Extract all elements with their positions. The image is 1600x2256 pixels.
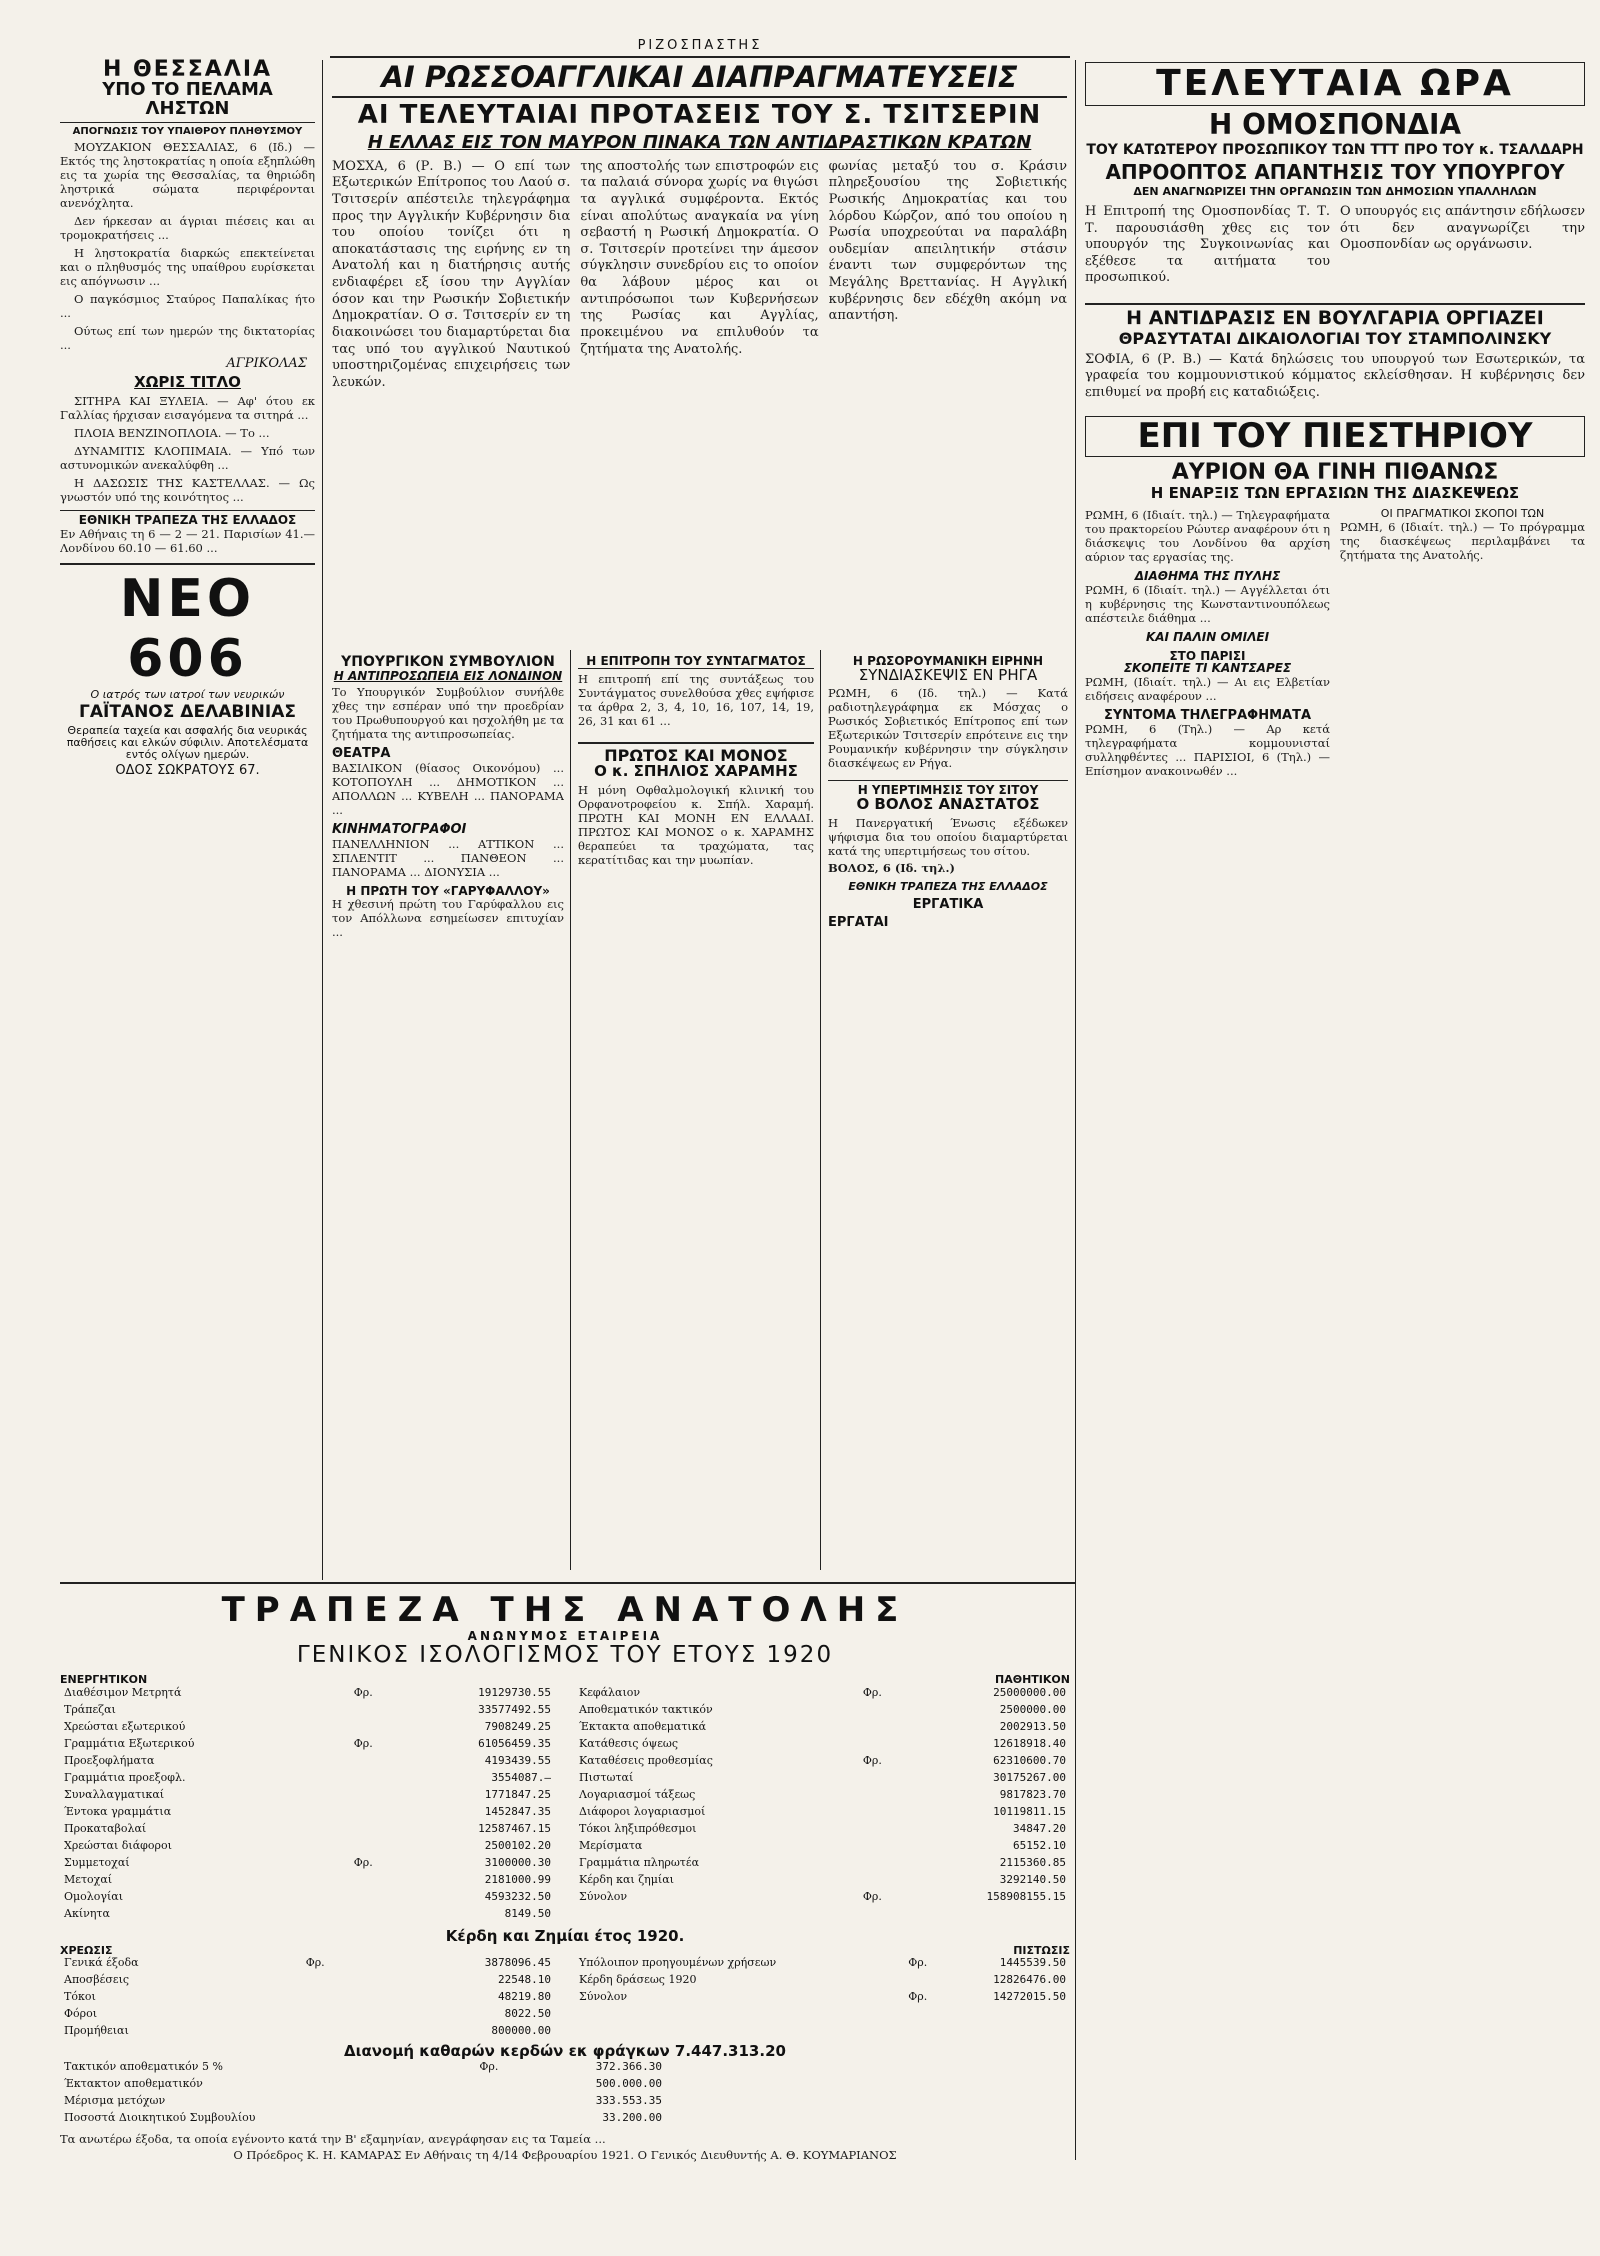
ledger-amount: 2181000.99 — [484, 1873, 551, 1887]
ledger-currency — [302, 1973, 338, 1990]
balance-footer: Τα ανωτέρω έξοδα, τα οποία εγένοντο κατά την Β' εξαμηνίαν, ανεγράφησαν εις τα Ταμεία ... — [60, 2131, 606, 2146]
press-columns — [1085, 508, 1585, 778]
ledger-label: Μετοχαί — [64, 1873, 113, 1887]
bank-title: ΕΘΝΙΚΗ ΤΡΑΠΕΖΑ ΤΗΣ ΕΛΛΑΔΟΣ — [60, 510, 315, 527]
ledger-row — [60, 1686, 555, 1703]
ledger-amount: 333.553.35 — [595, 2093, 662, 2107]
paragraph: Η ΔΑΣΩΣΙΣ ΤΗΣ ΚΑΣΤΕΛΛΑΣ. — Ως γνωστόν υπό της κοινότητος ... — [60, 475, 315, 504]
debit-title: ΧΡΕΩΣΙΣ — [60, 1943, 113, 1957]
cinemas-text: ΠΑΝΕΛΛΗΝΙΟΝ ... ΑΤΤΙΚΟΝ ... ΣΠΛΕΝΤΙΤ ... ΠΑΝΘΕΟΝ ... ΠΑΝΟΡΑΜΑ ... ΔΙΟΝΥΣΙΑ ... — [332, 836, 564, 879]
ledger-amount: 48219.80 — [498, 1990, 551, 2004]
garyfallo-title: Η ΠΡΩΤΗ ΤΟΥ «ΓΑΡΥΦΑΛΛΟΥ» — [346, 883, 550, 898]
ledger-row — [575, 1686, 1070, 1703]
thessalia-article — [60, 140, 315, 352]
bulgaria-text: ΣΟΦΙΑ, 6 (Ρ. Β.) — Κατά δηλώσεις του υπουργού των Εσωτερικών, τα γραφεία του κομμουνιστικού κόμματος εκλείσθησαν. Η κυβέρνησις δεν επιθυμεί να προβή εις καταδιώξεις. — [1085, 351, 1585, 401]
ledger-label: Προμήθειαι — [64, 2024, 129, 2038]
bank-title: ΕΘΝΙΚΗ ΤΡΑΠΕΖΑ ΤΗΣ ΕΛΛΑΔΟΣ — [848, 879, 1048, 893]
theatres-text: ΒΑΣΙΛΙΚΟΝ (θίασος Οικονόμου) ... ΚΟΤΟΠΟΥΛΗ ... ΔΗΜΟΤΙΚΟΝ ... ΑΠΟΛΛΩΝ ... ΚΥΒΕΛΗ ... ΠΑΝΟΡΑΜΑ ... — [332, 760, 564, 818]
ledger-amount: 2115360.85 — [999, 1856, 1066, 1870]
bank-rates: Εν Αθήναις τη 6 — 2 — 21. Παρισίων 41.— Λονδίνου 60.10 — 61.60 ... — [60, 526, 315, 555]
ledger-amount: 33.200.00 — [602, 2110, 662, 2124]
paragraph: Δεν ήρκεσαν αι άγριαι πιέσεις και αι τρομοκρατήσεις ... — [60, 213, 315, 242]
federation-subtitle: ΤΟΥ ΚΑΤΩΤΕΡΟΥ ΠΡΟΣΩΠΙΚΟΥ ΤΩΝ ΤΤΤ ΠΡΟ ΤΟΥ κ. ΤΣΑΛΔΑΡΗ — [1086, 142, 1584, 159]
ledger-currency — [859, 1839, 895, 1856]
ledger-currency — [859, 1805, 895, 1822]
gate-title: ΔΙΑΘΗΜΑ ΤΗΣ ΠΥΛΗΣ — [1134, 569, 1281, 584]
right-column — [1085, 62, 1585, 2162]
ledger-currency: Φρ. — [353, 1856, 373, 1870]
federation-title: Η ΟΜΟΣΠΟΝΔΙΑ — [1208, 107, 1462, 141]
ledger-amount: 372.366.30 — [595, 2059, 662, 2073]
ledger-row — [60, 1839, 555, 1856]
ledger-label: Γραμμάτια προεξοφλ. — [64, 1771, 186, 1785]
workers-title: ΕΡΓΑΤΑΙ — [828, 915, 889, 931]
ledger-amount: 22548.10 — [498, 1973, 551, 1987]
ledger-row — [60, 1973, 555, 1990]
last-hour-title: ΤΕΛΕΥΤΑΙΑ ΩΡΑ — [1085, 62, 1585, 106]
ledger-label: Τόκοι ληξιπρόθεσμοι — [579, 1822, 697, 1836]
ledger-row — [575, 1771, 1070, 1788]
ledger-amount: 19129730.55 — [478, 1686, 551, 1700]
masthead: ΡΙΖΟΣΠΑΣΤΗΣ — [330, 38, 1070, 58]
left-column — [60, 58, 315, 1578]
ledger-row — [575, 1703, 1070, 1720]
ledger-amount: 12826476.00 — [993, 1973, 1066, 1987]
ledger-amount: 34847.20 — [1013, 1822, 1066, 1836]
ledger-row — [60, 2007, 555, 2024]
peace-subtitle: ΣΥΝΔΙΑΣΚΕΨΙΣ ΕΝ ΡΗΓΑ — [858, 665, 1038, 684]
ledger-label: Φόροι — [64, 2007, 98, 2021]
ledger-row — [60, 1737, 555, 1754]
ad-name: ΓΑΪΤΑΝΟΣ ΔΕΛΑΒΙΝΙΑΣ — [79, 701, 296, 722]
ledger-amount: 8022.50 — [504, 2007, 551, 2021]
ledger-currency — [859, 1822, 895, 1839]
ad-text: Η μόνη Οφθαλμολογική κλινική του Ορφανοτροφείου κ. Σπήλ. Χαραμή. ΠΡΩΤΗ ΚΑΙ ΜΟΝΗ ΕΝ ΕΛΛΑΔΙ. ΠΡΩΤΟΣ ΚΑΙ ΜΟΝΟΣ ο κ. ΧΑΡΑΜΗΣ θεραπεύει τα τραχώματα, τας κερατίτιδας και την μυωπίαν. — [578, 783, 814, 868]
ledger-amount: 500.000.00 — [595, 2076, 662, 2090]
cabinet-title: ΥΠΟΥΡΓΙΚΟΝ ΣΥΜΒΟΥΛΙΟΝ — [341, 655, 555, 670]
ledger-currency — [859, 1771, 895, 1788]
ledger-row — [60, 1805, 555, 1822]
press-subtitle-2: Η ΕΝΑΡΞΙΣ ΤΩΝ ΕΡΓΑΣΙΩΝ ΤΗΣ ΔΙΑΣΚΕΨΕΩΣ — [1150, 484, 1520, 503]
ledger-row — [60, 1873, 555, 1890]
liabilities-title: ΠΑΘΗΤΙΚΟΝ — [995, 1673, 1070, 1687]
ledger-amount: 2500102.20 — [484, 1839, 551, 1853]
paris-subtitle: ΣΚΟΠΕΙΤΕ ΤΙ ΚΑΝΤΣΑΡΕΣ — [1123, 661, 1292, 676]
ledger-amount: 1445539.50 — [999, 1956, 1066, 1970]
ledger-amount: 2500000.00 — [999, 1703, 1066, 1717]
ledger-currency — [859, 1703, 895, 1720]
ledger-row — [60, 2024, 555, 2041]
labour-title: ΕΡΓΑΤΙΚΑ — [912, 897, 984, 913]
ledger-currency: Φρ. — [353, 1686, 373, 1700]
ledger-amount: 1771847.25 — [484, 1788, 551, 1802]
paragraph: ΣΙΤΗΡΑ ΚΑΙ ΞΥΛΕΙΑ. — Αφ' ότου εκ Γαλλίας ήρχισαν εισαγόμενα τα σιτηρά ... — [60, 393, 315, 422]
ledger-label: Κεφάλαιον — [579, 1686, 641, 1700]
ledger-currency: Φρ. — [353, 1737, 373, 1751]
ledger-row — [575, 1788, 1070, 1805]
ledger-currency — [350, 1754, 386, 1771]
ledger-currency — [350, 1788, 386, 1805]
pl-credit-table — [575, 1956, 1070, 2007]
cabinet-text: Το Υπουργικόν Συμβούλιον συνήλθε χθες την εσπέραν υπό την προεδρίαν του Πρωθυπουργού και ησχολήθη με τα ζητήματα της αντιπροσωπείας. — [332, 685, 564, 742]
ledger-currency: Φρ. — [862, 1890, 882, 1904]
ledger-row — [575, 1890, 1070, 1907]
ledger-amount: 3878096.45 — [484, 1956, 551, 1970]
peace-title: Η ΡΩΣΟΡΟΥΜΑΝΙΚΗ ΕΙΡΗΝΗ — [852, 655, 1044, 668]
ledger-label: Διαθέσιμον Μετρητά — [64, 1686, 182, 1700]
ad-address: ΟΔΟΣ ΣΩΚΡΑΤΟΥΣ 67. — [115, 762, 260, 778]
ledger-amount: 25000000.00 — [993, 1686, 1066, 1700]
balance-signatures: Ο Πρόεδρος Κ. Η. ΚΑΜΑΡΑΣ Εν Αθήναις τη 4/14 Φεβρουαρίου 1921. Ο Γενικός Διευθυντής Α. Θ. ΚΟΥΜΑΡΙΑΝΟΣ — [233, 2147, 897, 2162]
ledger-amount: 3100000.30 — [484, 1856, 551, 1870]
cinemas-title: ΚΙΝΗΜΑΤΟΓΡΑΦΟΙ — [332, 822, 467, 838]
ledger-label: Ομολογίαι — [64, 1890, 124, 1904]
xoris-title: ΧΩΡΙΣ ΤΙΤΛΟ — [134, 373, 241, 392]
balance-title: ΓΕΝΙΚΟΣ ΙΣΟΛΟΓΙΣΜΟΣ ΤΟΥ ΕΤΟΥΣ 1920 — [296, 1642, 834, 1669]
ledger-label: Τόκοι — [64, 1990, 96, 2004]
federation-text: Ο υπουργός εις απάντησιν εδήλωσεν ότι δεν αναγνωρίζει την Ομοσπονδίαν ως οργάνωσιν. — [1340, 203, 1585, 253]
ledger-label: Κατάθεσις όψεως — [579, 1737, 679, 1751]
bulgaria-title: Η ΑΝΤΙΔΡΑΣΙΣ ΕΝ ΒΟΥΛΓΑΡΙΑ ΟΡΓΙΑΖΕΙ — [1085, 303, 1585, 329]
federation-columns — [1085, 204, 1585, 287]
ledger-amount: 30175267.00 — [993, 1771, 1066, 1785]
ledger-row — [575, 1737, 1070, 1754]
ledger-row — [60, 1754, 555, 1771]
constitution-text: Η επιτροπή επί της συντάξεως του Συντάγματος συνελθούσα χθες εψήφισε τα άρθρα 2, 3, 4, 10, 16, 107, 14, 19, 26, 31 και 61 ... — [578, 671, 814, 728]
pl-columns — [60, 1945, 1070, 2042]
ledger-amount: 4193439.55 — [484, 1754, 551, 1768]
wheat-text: Η Πανεργατική Ένωσις εξέδωκεν ψήφισμα δια του οποίου διαμαρτύρεται κατά της υπερτιμήσεως του σίτου. — [828, 815, 1068, 858]
lead-story — [332, 62, 1067, 647]
ledger-amount: 61056459.35 — [478, 1737, 551, 1751]
short-telegrams-title: ΣΥΝΤΟΜΑ ΤΗΛΕΓΡΑΦΗΜΑΤΑ — [1103, 707, 1312, 723]
ledger-row — [575, 1873, 1070, 1890]
bulgaria-subtitle: ΘΡΑΣΥΤΑΤΑΙ ΔΙΚΑΙΟΛΟΓΙΑΙ ΤΟΥ ΣΤΑΜΠΟΛΙΝΣΚΥ — [1118, 329, 1552, 349]
ledger-row — [575, 1822, 1070, 1839]
ledger-row — [575, 1956, 1070, 1973]
ledger-label: Προεξοφλήματα — [64, 1754, 155, 1768]
ledger-label: Γραμμάτια Εξωτερικού — [64, 1737, 195, 1751]
assets-table — [60, 1686, 555, 1924]
ledger-currency: Φρ. — [862, 1686, 882, 1700]
ledger-row — [575, 1856, 1070, 1873]
liabilities-table — [575, 1686, 1070, 1907]
ledger-label: Ακίνητα — [64, 1907, 110, 1921]
ledger-amount: 65152.10 — [1013, 1839, 1066, 1853]
ledger-currency — [475, 2077, 511, 2094]
ledger-row — [575, 1990, 1070, 2007]
press-col-right — [1340, 508, 1585, 778]
ledger-row — [60, 1822, 555, 1839]
theatres-title: ΘΕΑΤΡΑ — [332, 746, 391, 762]
ledger-currency — [859, 1873, 895, 1890]
ledger-row — [575, 1973, 1070, 1990]
constitution-column — [578, 655, 814, 1575]
column-rule — [570, 650, 571, 1570]
ledger-row — [60, 1788, 555, 1805]
ledger-row — [60, 1856, 555, 1873]
ledger-amount: 2002913.50 — [999, 1720, 1066, 1734]
thessalia-subtitle: ΥΠΟ ΤΟ ΠΕΛΑΜΑ ΛΗΣΤΩΝ — [60, 81, 315, 123]
paragraph: ΔΥΝΑΜΙΤΙΣ ΚΛΟΠΙΜΑΙΑ. — Υπό των αστυνομικών ανεκαλύφθη ... — [60, 443, 315, 472]
lead-col: φωνίας μεταξύ του σ. Κράσιν πληρεξουσίου της Σοβιετικής Ρωσικής Δημοκρατίας και του λόρδου Κώρζον, από του οποίου η Ρωσία υποχρεούται να παραλάβη ουδεμίαν απειλητικήν στάσιν έναντι των συμφερόντων της Μεγάλης Βρεττανίας. Η Αγγλική κυβέρνησις δεν εδέχθη ακόμη να απαντήση. — [828, 158, 1067, 324]
ledger-label: Κέρδη δράσεως 1920 — [579, 1973, 697, 1987]
rumanian-column — [828, 655, 1068, 1575]
ledger-currency: Φρ. — [479, 2059, 499, 2073]
telegram: ΡΩΜΗ, 6 (Ιδιαίτ. τηλ.) — Το πρόγραμμα της διασκέψεως περιλαμβάνει τα ζητήματα της Ανατολής. — [1340, 519, 1585, 562]
ledger-amount: 12618918.40 — [993, 1737, 1066, 1751]
ledger-currency — [350, 1703, 386, 1720]
ledger-label: Αποσβέσεις — [64, 1973, 130, 1987]
ledger-row — [60, 1990, 555, 2007]
ledger-amount: 3554087.— — [491, 1771, 551, 1785]
ledger-label: Γραμμάτια πληρωτέα — [579, 1856, 700, 1870]
section-rule — [60, 1582, 1075, 1584]
ledger-currency — [350, 1873, 386, 1890]
bank-balance-sheet — [60, 1590, 1070, 2220]
ledger-amount: 1452847.35 — [484, 1805, 551, 1819]
ledger-row — [60, 1703, 555, 1720]
ledger-row — [575, 1720, 1070, 1737]
ledger-row — [60, 1720, 555, 1737]
ledger-amount: 33577492.55 — [478, 1703, 551, 1717]
ledger-currency — [350, 1822, 386, 1839]
ledger-amount: 62310600.70 — [993, 1754, 1066, 1768]
ledger-currency — [475, 2111, 511, 2128]
ledger-label: Έκτακτα αποθεματικά — [579, 1720, 707, 1734]
signature: ΑΓΡΙΚΟΛΑΣ — [226, 356, 307, 372]
ledger-row — [575, 1754, 1070, 1771]
cabinet-column — [332, 655, 564, 1575]
ledger-label: Συναλλαγματικαί — [64, 1788, 165, 1802]
pl-debit — [60, 1945, 555, 2042]
ledger-currency — [302, 2007, 338, 2024]
ledger-row — [60, 1956, 555, 1973]
ad-line: Θεραπεία ταχεία και ασφαλής δια νευρικάς παθήσεις και ελκών σύφιλιν. Αποτελέσματα εντός ολίγων ημερών. — [66, 723, 309, 761]
ad-line: Ο ιατρός των ιατροί των νευρικών — [90, 687, 285, 701]
ad-title: ΠΡΩΤΟΣ ΚΑΙ ΜΟΝΟΣ — [578, 742, 814, 765]
ledger-label: Έκτακτον αποθεματικόν — [64, 2076, 203, 2090]
ledger-currency: Φρ. — [908, 1956, 928, 1970]
lead-columns — [332, 159, 1067, 392]
ledger-label: Τακτικόν αποθεματικόν 5 % — [64, 2059, 223, 2073]
ledger-currency — [350, 1890, 386, 1907]
ledger-row — [60, 2094, 666, 2111]
press-title: ΕΠΙ ΤΟΥ ΠΙΕΣΤΗΡΙΟΥ — [1085, 416, 1585, 458]
ledger-label: Χρεώσται εξωτερικού — [64, 1720, 186, 1734]
paragraph: Ούτως επί των ημερών της δικτατορίας ... — [60, 324, 315, 353]
ad-606 — [60, 563, 315, 779]
ledger-amount: 9817823.70 — [999, 1788, 1066, 1802]
ledger-amount: 10119811.15 — [993, 1805, 1066, 1819]
ledger-currency — [904, 1973, 940, 1990]
cabinet-subtitle: Η ΑΝΤΙΠΡΟΣΩΠΕΙΑ ΕΙΣ ΛΟΝΔΙΝΟΝ — [333, 668, 563, 683]
column-rule — [322, 60, 323, 1580]
ledger-label: Γενικά έξοδα — [64, 1956, 139, 1970]
lead-subtitle-2: Η ΕΛΛΑΣ ΕΙΣ ΤΟΝ ΜΑΥΡΟΝ ΠΙΝΑΚΑ ΤΩΝ ΑΝΤΙΔΡΑΣΤΙΚΩΝ ΚΡΑΤΩΝ — [367, 131, 1032, 153]
ledger-amount: 3292140.50 — [999, 1873, 1066, 1887]
ledger-currency — [859, 1856, 895, 1873]
federation-kicker: ΔΕΝ ΑΝΑΓΝΩΡΙΖΕΙ ΤΗΝ ΟΡΓΑΝΩΣΙΝ ΤΩΝ ΔΗΜΟΣΙΩΝ ΥΠΑΛΛΗΛΩΝ — [1133, 184, 1537, 198]
ledger-currency — [859, 1720, 895, 1737]
ledger-currency — [302, 1990, 338, 2007]
press-subtitle: ΑΥΡΙΟΝ ΘΑ ΓΙΝΗ ΠΙΘΑΝΩΣ — [1171, 460, 1499, 486]
balance-columns — [60, 1674, 1070, 1924]
ledger-currency — [859, 1788, 895, 1805]
ledger-amount: 158908155.15 — [986, 1890, 1066, 1904]
column-rule — [820, 650, 821, 1570]
ledger-currency: Φρ. — [862, 1754, 882, 1768]
ledger-label: Σύνολον — [579, 1890, 628, 1904]
ledger-label: Συμμετοχαί — [64, 1856, 130, 1870]
federation-subtitle-2: ΑΠΡΟΟΠΤΟΣ ΑΠΑΝΤΗΣΙΣ ΤΟΥ ΥΠΟΥΡΓΟΥ — [1105, 159, 1565, 184]
ledger-label: Κέρδη και ζημίαι — [579, 1873, 674, 1887]
lead-col: ΜΟΣΧΑ, 6 (Ρ. Β.) — Ο επί των Εξωτερικών Επίτροπος του Λαού σ. Τσιτσερίν απέστειλε τηλεγράφημα προς την Αγγλικήν Κυβέρνησιν δια του οποίου τονίζει ότι η αποκατάστασις της ειρήνης εν τη Ανατολή και η διατήρησις αυτής ενδιαφέρει εξ ίσου την Αγγλίαν όσον και την Ρωσικήν Σοβιετικήν Δημοκρατίαν. Ο σ. Τσιτσερίν εν τη διακοινώσει του διαμαρτύρεται δια τας υπό του αγγλικού Ναυτικού υποστηριζομένας επιχειρήσεις των λευκών. — [332, 158, 571, 390]
ledger-label: Μερίσματα — [579, 1839, 643, 1853]
ledger-amount: 7908249.25 — [484, 1720, 551, 1734]
ledger-label: Διάφοροι λογαριασμοί — [579, 1805, 706, 1819]
ledger-label: Καταθέσεις προθεσμίας — [579, 1754, 713, 1768]
ledger-label: Λογαριασμοί τάξεως — [579, 1788, 696, 1802]
ledger-label: Σύνολον — [579, 1990, 628, 2004]
pl-credit — [575, 1945, 1070, 2042]
ledger-currency — [859, 1737, 895, 1754]
federation-text: Η Επιτροπή της Ομοσπονδίας Τ. Τ. Τ. παρουσιάσθη χθες εις τον υπουργόν της Συγκοινωνίας και εξέθεσε τα αιτήματα του προσωπικού. — [1085, 203, 1330, 286]
ledger-amount: 14272015.50 — [993, 1990, 1066, 2004]
telegram: ΡΩΜΗ, (Ιδιαίτ. τηλ.) — Αι εις Ελβετίαν ειδήσεις αναφέρουν ... — [1085, 674, 1330, 703]
ledger-amount: 800000.00 — [491, 2024, 551, 2038]
wheat-subtitle: Ο ΒΟΛΟΣ ΑΝΑΣΤΑΤΟΣ — [856, 795, 1040, 814]
ledger-row — [60, 2111, 666, 2128]
ledger-row — [60, 1771, 555, 1788]
ledger-currency — [350, 1839, 386, 1856]
ledger-row — [60, 1907, 555, 1924]
ledger-row — [575, 1839, 1070, 1856]
lead-title: ΑΙ ΡΩΣΣΟΑΓΓΛΙΚΑΙ ΔΙΑΠΡΑΓΜΑΤΕΥΣΕΙΣ — [332, 62, 1067, 98]
paris-title: ΣΤΟ ΠΑΡΙΣΙ — [1169, 648, 1246, 663]
paragraph: ΠΛΟΙΑ ΒΕΝΖΙΝΟΠΛΟΙΑ. — Το ... — [74, 425, 270, 440]
ledger-label: Πιστωταί — [579, 1771, 634, 1785]
column-rule — [1075, 60, 1076, 2160]
press-col-left — [1085, 508, 1330, 778]
credit-title: ΠΙΣΤΩΣΙΣ — [1013, 1943, 1070, 1957]
ledger-currency — [302, 2024, 338, 2041]
pl-title: Κέρδη και Ζημίαι έτος 1920. — [445, 1927, 685, 1946]
ledger-currency — [350, 1907, 386, 1924]
ledger-label: Υπόλοιπον προηγουμένων χρήσεων — [579, 1956, 777, 1970]
ledger-currency: Φρ. — [305, 1956, 325, 1970]
ledger-currency: Φρ. — [908, 1990, 928, 2004]
wheat-title: Η ΥΠΕΡΤΙΜΗΣΙΣ ΤΟΥ ΣΙΤΟΥ — [828, 780, 1068, 797]
xoris-article — [60, 394, 315, 504]
paragraph: ΜΟΥΖΑΚΙΟΝ ΘΕΣΣΑΛΙΑΣ, 6 (Ιδ.) — Εκτός της ληστοκρατίας η οποία εξηπλώθη εις τα χωρία της Θεσσαλίας, τα θηριώδη ληστρικά σώματα περιφέρονται ανενόχλητα. — [60, 139, 315, 210]
ledger-label: Χρεώσται διάφοροι — [64, 1839, 172, 1853]
pl-debit-table — [60, 1956, 555, 2041]
aims-title: ΟΙ ΠΡΑΓΜΑΤΙΚΟΙ ΣΚΟΠΟΙ ΤΩΝ — [1380, 507, 1545, 521]
garyfallo-text: Η χθεσινή πρώτη του Γαρύφαλλου εις τον Απόλλωνα εσημείωσεν επιτυχίαν ... — [332, 897, 564, 940]
ledger-row — [60, 1890, 555, 1907]
distribution-title: Διανομή καθαρών κερδών εκ φράγκων 7.447.313.20 — [344, 2042, 786, 2061]
telegram: ΡΩΜΗ, 6 (Τηλ.) — Αρ κετά τηλεγραφήματα κομμουνισταί συλληφθέντες ... ΠΑΡΙΣΙΟΙ, 6 (Τηλ.) — Επίσημον ανακοινωθέν ... — [1085, 722, 1330, 779]
thessalia-kicker: ΑΠΟΓΝΩΣΙΣ ΤΟΥ ΥΠΑΙΘΡΟΥ ΠΛΗΘΥΣΜΟΥ — [72, 125, 303, 137]
thessalia-title: Η ΘΕΣΣΑΛΙΑ — [102, 58, 273, 82]
assets-title: ΕΝΕΡΓΗΤΙΚΟΝ — [60, 1673, 148, 1687]
ledger-amount: 8149.50 — [504, 1907, 551, 1921]
telegram: ΡΩΜΗ, 6 (Ιδιαίτ. τηλ.) — Αγγέλλεται ότι η κυβέρνησις της Κωνσταντινουπόλεως απέστειλε διάθημα ... — [1085, 582, 1330, 625]
constitution-title: Η ΕΠΙΤΡΟΠΗ ΤΟΥ ΣΥΝΤΑΓΜΑΤΟΣ — [578, 655, 814, 669]
ledger-label: Ποσοστά Διοικητικού Συμβουλίου — [64, 2110, 256, 2124]
ledger-row — [60, 2060, 666, 2077]
ledger-label: Τράπεζαι — [64, 1703, 116, 1717]
peace-text: ΡΩΜΗ, 6 (Ιδ. τηλ.) — Κατά ραδιοτηλεγράφημα εκ Μόσχας ο Ρωσικός Σοβιετικός Επίτροπος επί των Εξωτερικών Τσιτσερίν επρότεινε εις την Ρουμανικήν κυβέρνησιν την σύγκλησιν διασκέψεως εν Ρήγα. — [828, 686, 1068, 771]
ledger-label: Προκαταβολαί — [64, 1822, 147, 1836]
ledger-label: Αποθεματικόν τακτικόν — [579, 1703, 713, 1717]
ledger-amount: 4593232.50 — [484, 1890, 551, 1904]
ledger-label: Έντοκα γραμμάτια — [64, 1805, 172, 1819]
paragraph: Η ληστοκρατία διαρκώς επεκτείνεται και ο πληθυσμός της υπαίθρου ευρίσκεται εις απόγνωσιν ... — [60, 245, 315, 289]
ad-subtitle: Ο κ. ΣΠΗΛΙΟΣ ΧΑΡΑΜΗΣ — [594, 762, 798, 781]
ad-606-title: ΝΕΟ 606 — [119, 568, 256, 689]
distribution-table — [60, 2060, 666, 2128]
paragraph: Ο παγκόσμιος Σταύρος Παπαλίκας ήτο ... — [60, 292, 315, 321]
ledger-amount: 12587467.15 — [478, 1822, 551, 1836]
liabilities — [575, 1674, 1070, 1924]
bank-title: ΤΡΑΠΕΖΑ ΤΗΣ ΑΝΑΤΟΛΗΣ — [221, 1590, 909, 1630]
dateline: ΒΟΛΟΣ, 6 (Ιδ. τηλ.) — [828, 860, 955, 875]
ledger-currency — [350, 1805, 386, 1822]
ledger-currency — [350, 1771, 386, 1788]
lead-col: της αποστολής των επιστροφών εις τα παλαιά σύνορα χωρίς να θιγώσι τα αγγλικά συμφέροντα. Εκτός είναι απολύτως αναγκαία να γίνη σεβαστή η Ρωσική Δημοκρατία. Ο σ. Τσιτσερίν προτείνει την άμεσον σύγκλησιν συνεδρίου εις το οποίον θα λάβουν μέρος και οι αντιπρόσωποι των Κυβερνήσεων της Ρωσίας και Αγγλίας, προκειμένου να επιλυθούν τα ζητήματα της Ανατολής. — [580, 158, 819, 357]
ledger-row — [60, 2077, 666, 2094]
lead-subtitle: ΑΙ ΤΕΛΕΥΤΑΙΑΙ ΠΡΟΤΑΣΕΙΣ ΤΟΥ Σ. ΤΣΙΤΣΕΡΙΝ — [357, 100, 1042, 131]
telegram: ΡΩΜΗ, 6 (Ιδιαίτ. τηλ.) — Τηλεγραφήματα του πρακτορείου Ρώυτερ αναφέρουν ότι η διάσκεψις του Λονδίνου θα αρχίση αύριον τας εργασίας της. — [1085, 508, 1330, 565]
again-title: ΚΑΙ ΠΑΛΙΝ ΟΜΙΛΕΙ — [1145, 629, 1270, 644]
bank-subtitle: ΑΝΩΝΥΜΟΣ ΕΤΑΙΡΕΙΑ — [467, 1629, 663, 1643]
ledger-row — [575, 1805, 1070, 1822]
assets — [60, 1674, 555, 1924]
ledger-currency — [475, 2094, 511, 2111]
ledger-label: Μέρισμα μετόχων — [64, 2093, 166, 2107]
ledger-currency — [350, 1720, 386, 1737]
